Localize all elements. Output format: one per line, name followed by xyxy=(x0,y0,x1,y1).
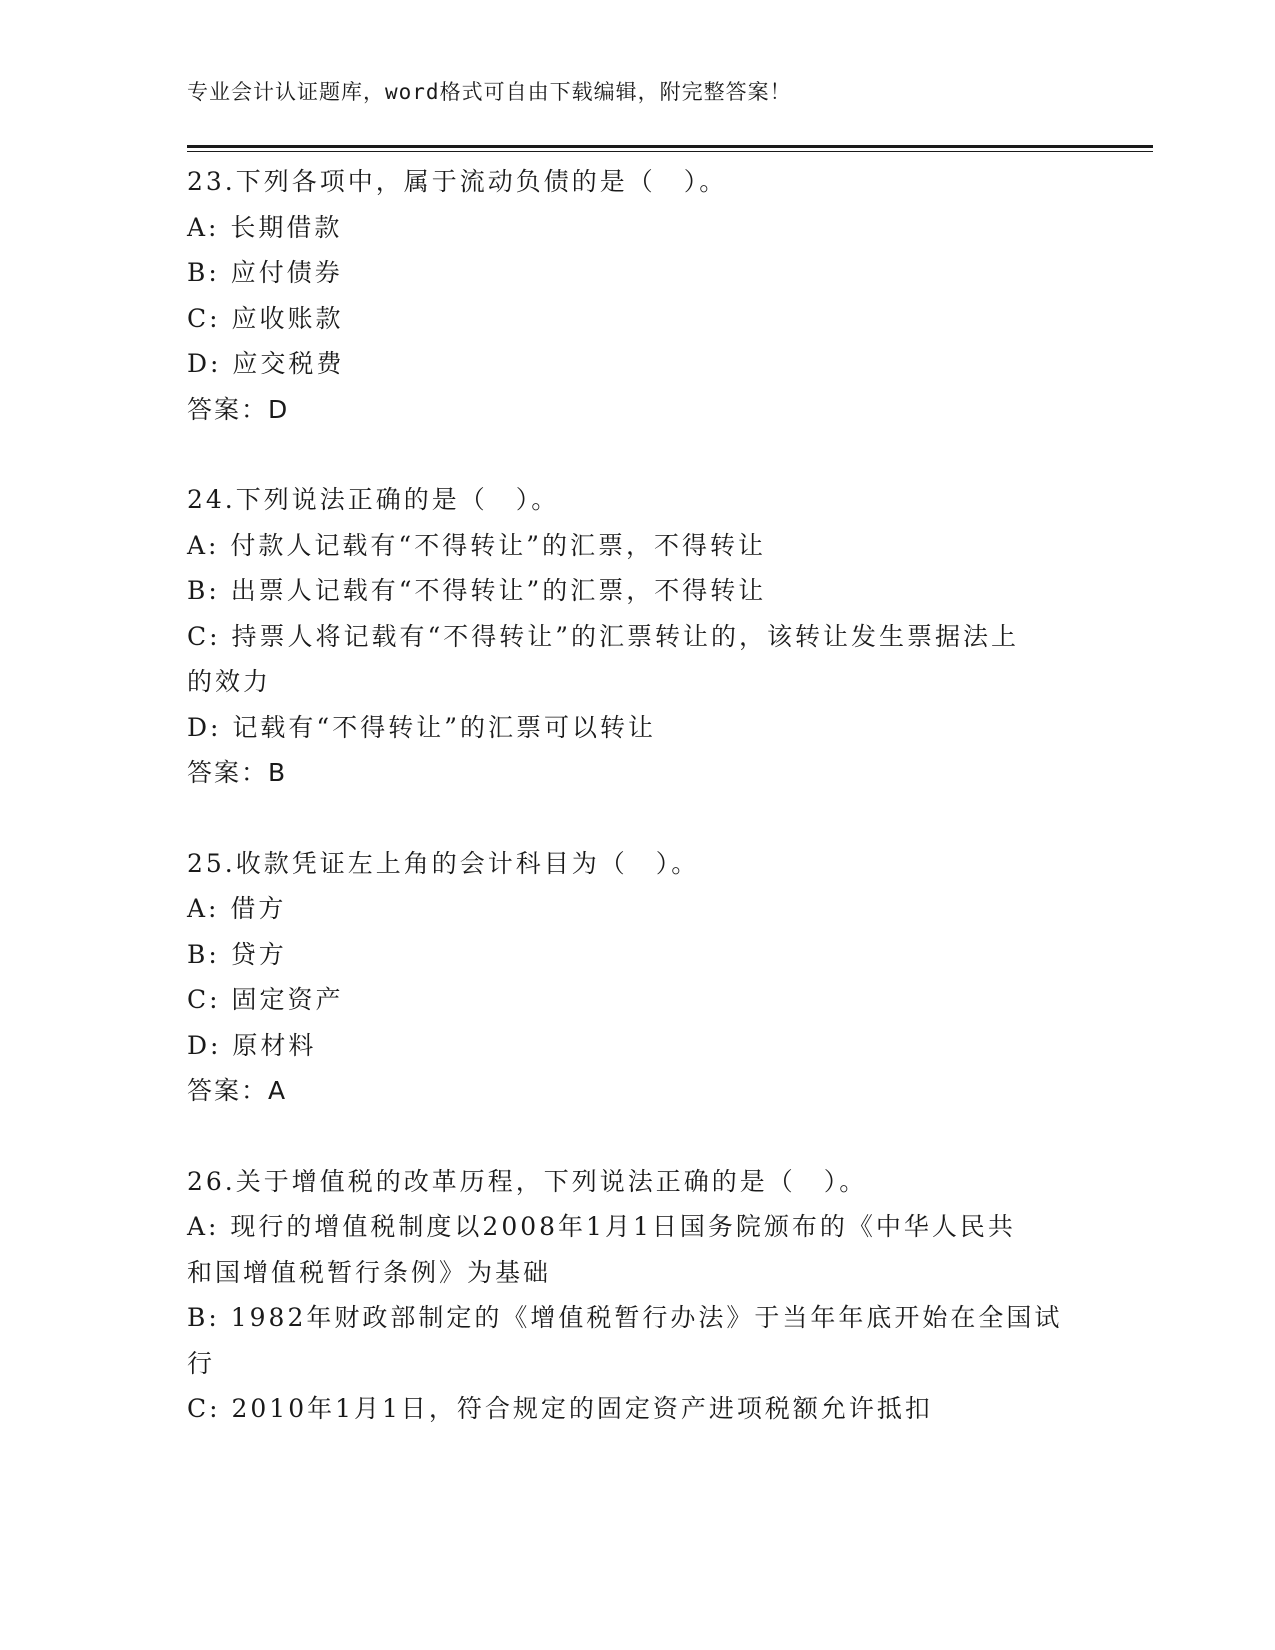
option-b-continued: 行 xyxy=(187,1348,216,1378)
option-b: B: 1982年财政部制定的《增值税暂行办法》于当年年底开始在全国试 xyxy=(187,1303,1063,1332)
option-c: C: 固定资产 xyxy=(187,985,344,1014)
question-26 xyxy=(187,1159,1087,1432)
question-23 xyxy=(187,159,1087,432)
option-c: C: 2010年1月1日，符合规定的固定资产进项税额允许抵扣 xyxy=(187,1394,933,1423)
question-text: 25.收款凭证左上角的会计科目为（ ）。 xyxy=(187,848,700,878)
option-d: D: 原材料 xyxy=(187,1030,317,1060)
option-a: A: 付款人记载有“不得转让”的汇票，不得转让 xyxy=(187,530,766,560)
option-c-continued: 的效力 xyxy=(187,667,272,696)
option-c: C: 持票人将记载有“不得转让”的汇票转让的，该转让发生票据法上 xyxy=(187,621,1020,651)
option-b: B: 出票人记载有“不得转让”的汇票，不得转让 xyxy=(187,576,767,605)
answer: 答案：B xyxy=(187,758,288,787)
option-a-continued: 和国增值税暂行条例》为基础 xyxy=(187,1257,552,1287)
option-a: A: 现行的增值税制度以2008年1月1日国务院颁布的《中华人民共 xyxy=(187,1212,1016,1241)
option-c: C: 应收账款 xyxy=(187,303,344,333)
question-text: 23.下列各项中，属于流动负债的是（ ）。 xyxy=(187,167,728,196)
question-text: 24.下列说法正确的是（ ）。 xyxy=(187,485,560,514)
option-b: B: 贷方 xyxy=(187,939,287,969)
option-d: D: 应交税费 xyxy=(187,349,345,378)
question-24 xyxy=(187,477,1087,796)
option-a: A: 长期借款 xyxy=(187,212,343,242)
question-25 xyxy=(187,841,1087,1114)
answer: 答案：A xyxy=(187,1076,288,1105)
header-rule-thin xyxy=(187,151,1153,152)
answer: 答案：D xyxy=(187,394,290,424)
question-list xyxy=(187,159,1087,1477)
option-a: A: 借方 xyxy=(187,894,287,923)
option-d: D: 记载有“不得转让”的汇票可以转让 xyxy=(187,712,656,742)
page-header: 专业会计认证题库，word格式可自由下载编辑，附完整答案！ xyxy=(187,80,792,104)
option-b: B: 应付债券 xyxy=(187,258,343,287)
header-rule-thick xyxy=(187,145,1153,148)
question-text: 26.关于增值税的改革历程，下列说法正确的是（ ）。 xyxy=(187,1166,868,1196)
